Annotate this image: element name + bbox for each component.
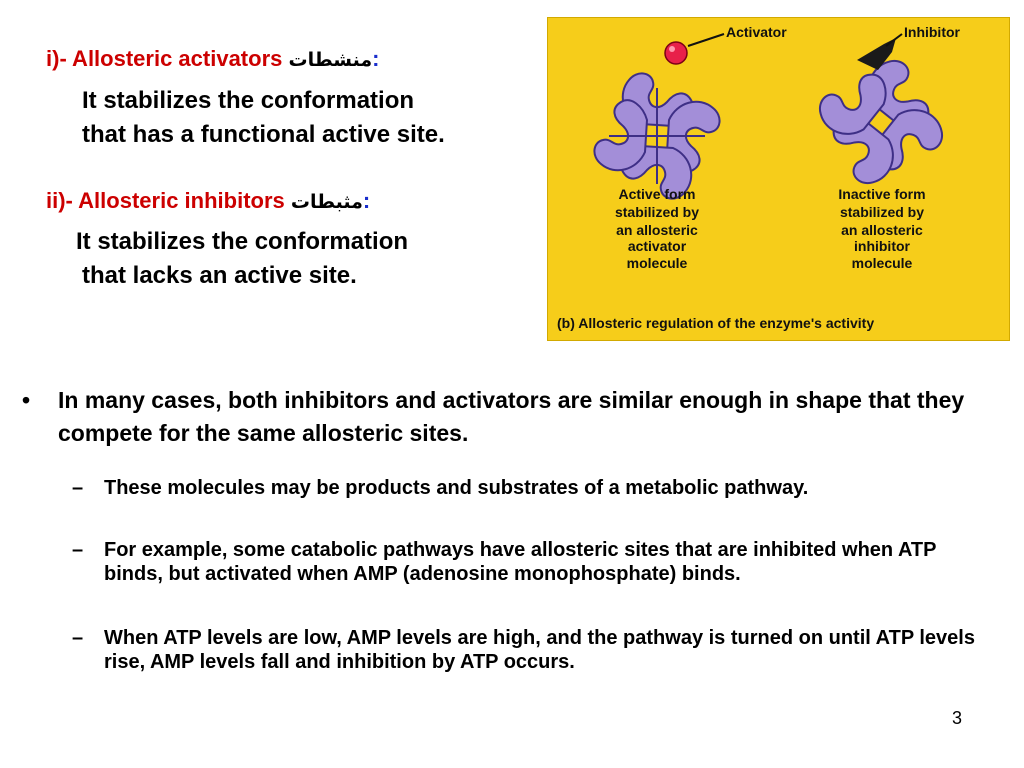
main-bullet-text: In many cases, both inhibitors and activators are similar enough in shape that they compete for the same allosteric sites. [58,387,965,446]
activators-desc-line-1: It stabilizes the conformation [82,87,415,114]
activators-label: i)- Allosteric activators [46,46,283,71]
active-caption-line: activator [627,238,687,254]
active-caption-line: molecule [626,255,688,271]
figure-caption: (b) Allosteric regulation of the enzyme's activity [557,315,875,331]
dash-marker: – [72,539,84,561]
bullet-marker: • [22,387,31,413]
inactive-caption-line: inhibitor [854,238,910,254]
slide-number: 3 [952,708,963,728]
inactive-form-caption [838,186,925,271]
inactive-caption-line: an allosteric [841,222,923,238]
inhibitors-description [76,225,408,293]
dash-marker: – [72,627,84,649]
activator-pointer-line [688,34,724,46]
active-enzyme-icon [594,73,719,198]
activators-heading [46,46,379,73]
inactive-caption-line: molecule [851,255,913,271]
inhibitors-arabic: مثبطات [290,191,363,213]
inactive-caption-line: Inactive form [838,186,926,202]
sub-item-text: These molecules may be products and substrates of a metabolic pathway. [104,477,809,499]
activator-label: Activator [726,24,787,40]
active-caption-line: an allosteric [616,222,698,238]
inhibitor-label: Inhibitor [904,24,960,40]
active-caption-line: stabilized by [614,204,700,220]
sub-item-text: For example, some catabolic pathways have allosteric sites that are inhibited when ATP binds, but activated when AMP (adenosine monophosphate) binds. [104,539,937,585]
inhibitors-heading [46,188,370,215]
sub-item [72,626,992,674]
sub-item [72,538,992,586]
active-caption-line: Active form [618,186,696,202]
activators-arabic: منشطات [288,49,373,71]
inhibitors-colon: : [362,188,371,213]
inhibitors-label: ii)- Allosteric inhibitors [46,188,285,213]
activators-colon: : [372,46,380,71]
activators-desc-line-2: that has a functional active site. [82,121,445,148]
dash-marker: – [72,477,84,499]
sub-item [72,476,992,500]
allosteric-regulation-figure [547,17,1010,341]
enzyme-diagram [548,18,1009,340]
activator-molecule-icon [665,42,687,64]
inhibitors-desc-line-2: that lacks an active site. [82,262,357,289]
inactive-caption-line: stabilized by [839,204,925,220]
active-form-caption [615,186,699,271]
main-bullet [22,384,982,450]
inhibitors-desc-line-1: It stabilizes the conformation [76,228,409,255]
activators-description [82,84,445,152]
sub-item-text: When ATP levels are low, AMP levels are high, and the pathway is turned on until ATP levels rise, AMP levels fall and inhibition by ATP occurs. [104,627,975,673]
